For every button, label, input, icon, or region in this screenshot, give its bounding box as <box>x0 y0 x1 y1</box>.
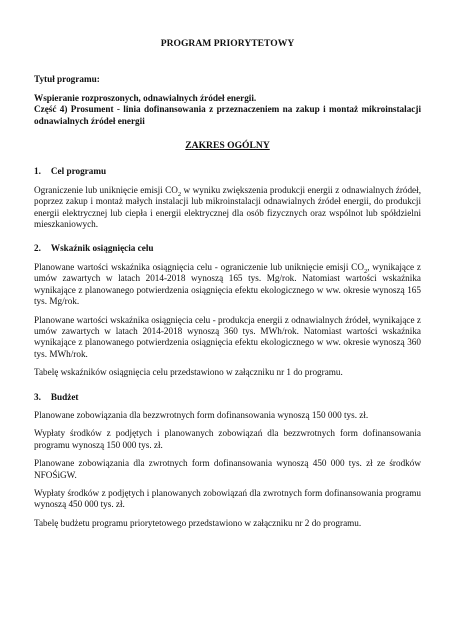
section-1-p1-after: w wyniku zwiększenia produkcji energii z odnawialnych źródeł, poprzez zakup i montaż małych instalacji lub mikroinstalacji odnawialnych źródeł energii, do produkcji energii elektrycznej lub ciepła i energii elektrycznej dla osób fizycznych oraz wspólnot lub spółdzielni mieszkaniowych. <box>34 184 421 230</box>
section-2-number: 2. <box>34 243 41 254</box>
section-3-number: 3. <box>34 391 41 402</box>
section-3-paragraph-3: Planowane zobowiązania dla zwrotnych form dofinansowania wynoszą 450 000 tys. zł ze środków NFOŚiGW. <box>34 458 421 480</box>
section-3-paragraph-1: Planowane zobowiązania dla bezzwrotnych form dofinansowania wynoszą 150 000 tys. zł. <box>34 409 369 420</box>
section-3-title: Budżet <box>50 391 79 402</box>
section-3-paragraph-5: Tabelę budżetu programu priorytetowego przedstawiono w załączniku nr 2 do programu. <box>34 517 362 528</box>
section-3-paragraph-4: Wypłaty środków z podjętych i planowanych zobowiązań dla zwrotnych form dofinansowania programu wynoszą 450 000 tys. zł. <box>34 487 421 510</box>
section-1-p1-before: Ograniczenie lub uniknięcie emisji CO <box>34 184 178 195</box>
document-title: PROGRAM PRIORYTETOWY <box>160 38 295 49</box>
section-1-number: 1. <box>34 166 41 177</box>
section-2-title: Wskaźnik osiągnięcia celu <box>50 243 154 254</box>
section-2-paragraph-1 <box>34 262 421 308</box>
section-2-heading <box>34 243 421 254</box>
section-2-paragraph-2: Planowane wartości wskaźnika osiągnięcia celu - produkcja energii z odnawialnych źródeł, wynikające z umów zawartych w latach 2014-2018 wynoszą 360 tys. MWh/rok. Natomiast wartości wskaźnika wynikające z planowanego potwierdzenia osiągnięcia efektu ekologicznego w ww. okresie wynoszą 360 tys. MWh/rok. <box>34 314 421 359</box>
scope-heading: ZAKRES OGÓLNY <box>185 140 270 152</box>
section-1-title: Cel programu <box>50 166 107 177</box>
program-name: Wspieranie rozproszonych, odnawialnych źródeł energii. <box>34 92 257 103</box>
program-part: Część 4) Prosument - linia dofinansowania z przeznaczeniem na zakup i montaż mikroinstalacji odnawialnych źródeł energii <box>34 104 421 126</box>
section-1-p1-sub: 2 <box>177 190 182 198</box>
section-3-paragraph-2: Wypłaty środków z podjętych i planowanych zobowiązań dla bezzwrotnych form dofinansowania programu wynoszą 150 000 tys. zł. <box>34 428 421 450</box>
section-2-p1-sub: 2 <box>363 267 368 275</box>
section-3-heading <box>34 392 421 403</box>
section-2-p1-after: , wynikające z umów zawartych w latach 2014-2018 wynoszą 165 tys. Mg/rok. Natomiast wartości wskaźnika wynikające z planowanego potwierdzenia osiągnięcia efektu ekologicznego w ww. okresie wynoszą 165 tys. Mg/rok. <box>34 261 421 307</box>
section-2-paragraph-3: Tabelę wskaźników osiągnięcia celu przedstawiono w załączniku nr 1 do programu. <box>34 367 343 378</box>
program-label: Tytuł programu: <box>34 74 100 85</box>
section-1-heading <box>34 166 421 177</box>
section-2-p1-before: Planowane wartości wskaźnika osiągnięcia celu - ograniczenie lub uniknięcie emisji CO <box>34 261 364 272</box>
section-1-paragraph <box>34 185 421 231</box>
